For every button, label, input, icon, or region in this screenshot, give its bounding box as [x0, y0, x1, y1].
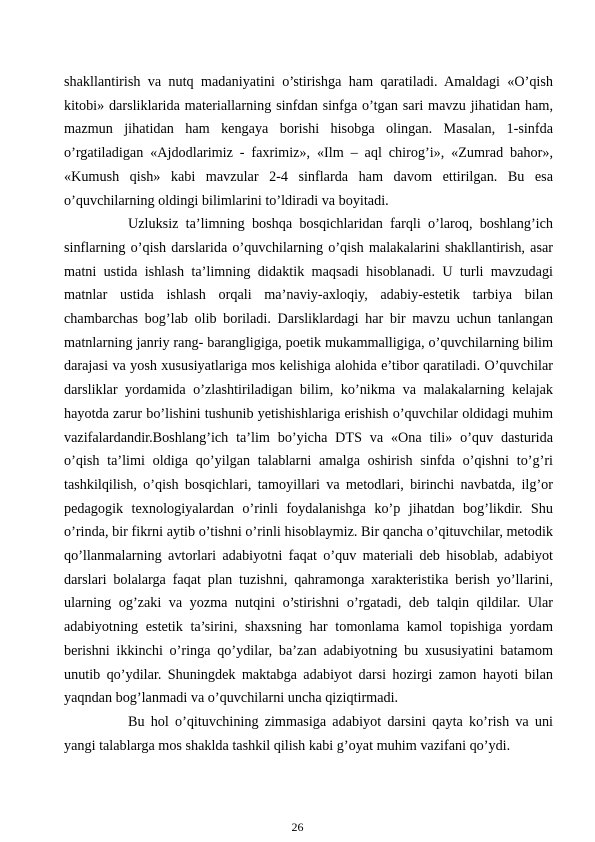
paragraph-3: Bu hol o’qituvchining zimmasiga adabiyot darsini qayta ko’rish va uni yangi talablarga mos shaklda tashkil qilish kabi g’oyat muhim vazifani qo’ydi. [64, 713, 553, 754]
paragraph-2: Uzluksiz ta’limning boshqa bosqichlaridan farqli o’laroq, boshlang’ich sinflarning o’qish darslarida o’quvchilarning o’qish malakalarini shakllantirish, asar matni ustida ishlash ta’limning didaktik maqsadi hisoblanadi. U turli mavzudagi matnlar ustida ishlash orqali ma’naviy-axloqiy, adabiy-estetik tarbiya bilan chambarchas bog’lab olib boriladi. Darsliklardagi har bir mavzu uchun tanlangan matnlarning janriy rang- barangligiga, poetik mukammalligiga, o’quvchilarning bilim darajasi va yosh xususiyatlariga mos kelishiga alohida e’tibor qaratiladi. O’quvchilar darsliklar yordamida o’zlashtiriladigan bilim, ko’nikma va malakalarning kelajak hayotda zarur bo’lishini tushunib yetishishlariga erishish o’quvchilar oldidagi muhim vazifalardandir.Boshlang’ich ta’lim bo’yicha DTS va «Ona tili» o’quv dasturida o’qish ta’limi oldiga qo’yilgan talablarni amalga oshirish sinfda o’qishni to’g’ri tashkilqilish, o’qish bosqichlari, tamoyillari va metodlari, birinchi navbatda, ilg’or pedagogik texnologiyalardan o’rinli foydalanishga ko’p jihatdan bog’likdir. Shu o’rinda, bir fikrni aytib o’tishni o’rinli hisoblaymiz. Bir qancha o’qituvchilar, metodik qo’llanmalarning avtorlari adabiyotni faqat o’quv materiali deb hisoblab, adabiyot darslari bolalarga faqat plan tuzishni, qahramonga xarakteristika berish yo’llarini, ularning og’zaki va yozma nutqini o’stirishni o’rgatadi, deb talqin qildilar. Ular adabiyotning estetik ta’sirini, shaxsning har tomonlama kamol topishiga yordam berishni ikkinchi o’ringa qo’ydilar, ba’zan adabiyotning bu xususiyatini batamom unutib qo’ydilar. Shuningdek maktabga adabiyot darsi hozirgi zamon hayoti bilan yaqndan bog’lanmadi va o’quvchilarni uncha qiziqtirmadi. [64, 216, 553, 707]
paragraph-1: shakllantirish va nutq madaniyatini o’stirishga ham qaratiladi. Amaldagi «O’qish kitobi» darsliklarida materiallarning sinfdan sinfga o’tgan sari mavzu jihatidan ham, mazmun jihatidan ham kengaya borishi hisobga olingan. Masalan, 1-sinfda o’rgatiladigan «Ajdodlarimiz - faxrimiz», «Ilm – aql chirog’i», «Zumrad bahor», «Kumush qish» kabi mavzular 2-4 sinflarda ham davom ettirilgan. Bu esa o’quvchilarning oldingi bilimlarini to’ldiradi va boyitadi. [64, 74, 553, 209]
page-body [64, 71, 553, 758]
page-number: 26 [291, 820, 304, 834]
